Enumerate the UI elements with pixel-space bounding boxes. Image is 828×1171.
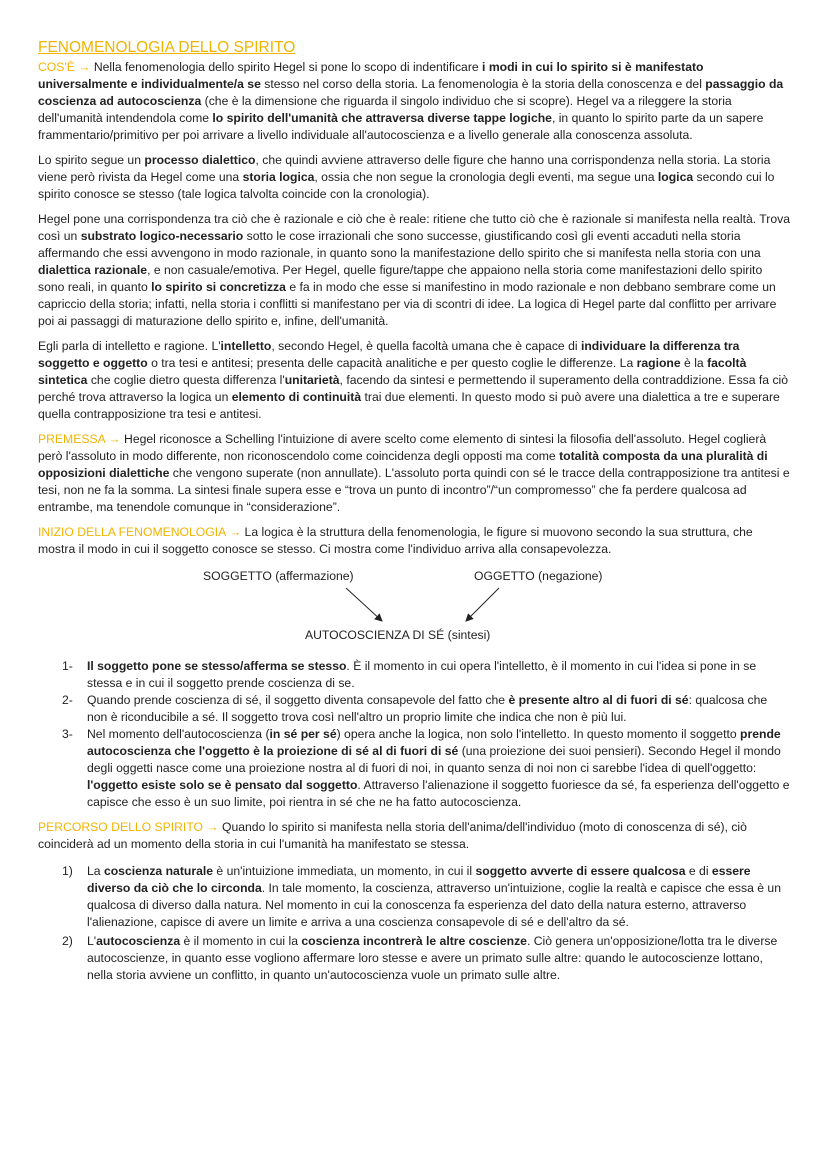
section-label: PERCORSO DELLO SPIRITO → [38, 820, 219, 834]
list-percorso [38, 863, 790, 984]
document-page [38, 38, 790, 992]
paragraph-cos-e: COS'È → Nella fenomenologia dello spirito Hegel si pone lo scopo di indentificare i modi in cui lo spirito si è manifestato universalmente e individualmente/a se stesso nel corso della storia. La fenomenologia è la storia della conoscenza e del passaggio da coscienza ad autocoscienza (che è la dimensione che riguarda il singolo individuo che si scopre). Hegel va a rileggere la storia dell'umanità intendendola come lo spirito dell'umanità che attraversa diverse tappe logiche, in quanto lo spirito parte da un sapere frammentario/primitivo per poi arrivare a livello individuale all'autocoscienza e a livello generale alla conoscenza assoluta. [38, 60, 784, 142]
paragraph-razionale-reale: Hegel pone una corrispondenza tra ciò che è razionale e ciò che è reale: ritiene che tutto ciò che è razionale si manifesta nella realtà. Trova così un substrato logico-necessario sotto le cose irrazionali che sono successe, giustificando così gli eventi accaduti nella storia affermando che essi avvengono in modo razionale, in quanto sono la manifestazione dello spirito che si manifesta nella storia con una dialettica razionale, e non casuale/emotiva. Per Hegel, quelle figure/tappe che appaiono nella storia come manifestazioni dello spirito sono reali, in quanto lo spirito si concretizza e fa in modo che esse si manifestino in modo razionale e non debbano sembrare come un capriccio della storia; infatti, nella storia i conflitti si manifestano per via di scontri di idee. La logica di Hegel parte dal conflitto per arrivare poi ai passaggi di maturazione dello spirito e, infine, dell'umanità. [38, 212, 791, 328]
section-label: COS'È → [38, 60, 91, 74]
paragraph-intelletto-ragione: Egli parla di intelletto e ragione. L'intelletto, secondo Hegel, è quella facoltà umana che è capace di individuare la differenza tra soggetto e oggetto o tra tesi e antitesi; presenta delle capacità analitiche e per questo coglie le differenze. La ragione è la facoltà sintetica che coglie dietro questa differenza l'unitarietà, facendo da sintesi e permettendo il superamento della contraddizione. Essa fa ciò perché trova attraverso la logica un elemento di continuità trai due elementi. In questo modo si può avere una dialettica a tre e superare quella contrapposizione tra tesi e antitesi. [38, 339, 789, 421]
diagram-soggetto: SOGGETTO (affermazione) [203, 569, 354, 583]
page-title: FENOMENOLOGIA DELLO SPIRITO [38, 39, 296, 56]
section-label: INIZIO DELLA FENOMENOLOGIA → [38, 525, 242, 539]
diagram-oggetto: OGGETTO (negazione) [474, 569, 603, 583]
list-item: 1- Il soggetto pone se stesso/afferma se stesso. È il momento in cui opera l'intelletto, è il momento in cui l'idea si pone in se stessa e in cui il soggetto prende coscienza di se. [62, 659, 757, 690]
arrow-right-icon [466, 588, 499, 621]
list-item: 1) La coscienza naturale è un'intuizione immediata, un momento, in cui il soggetto avverte di essere qualcosa e di essere diverso da ciò che lo circonda. In tale momento, la coscienza, attraverso un'intuizione, coglie la realtà e capisce che essa è un qualcosa di diverso dalla natura. Nel momento in cui la conoscenza fa esperienza del dato della natura esterno, attraverso l'alienazione, capisce di avere un limite e arriva a una coscienza consapevole di sé e dell'altro da sé. [62, 864, 781, 929]
list-item: 2) L'autocoscienza è il momento in cui la coscienza incontrerà le altre coscienze. Ciò genera un'opposizione/lotta tra le diverse autocoscienze, in quanto esse vogliono affermare loro stesse e avere un primato sulle altre: quando le autocoscienze lottano, nella storia avviene un conflitto, in quanto un'autocoscienza vuole un primato sulle altre. [62, 934, 778, 982]
list-momenti [38, 658, 790, 811]
section-label: PREMESSA → [38, 432, 121, 446]
diagram-autocoscienza: AUTOCOSCIENZA DI SÉ (sintesi) [305, 628, 491, 642]
list-item: 3- Nel momento dell'autocoscienza (in sé per sé) opera anche la logica, non solo l'intelletto. In questo momento il soggetto prende autocoscienza che l'oggetto è la proiezione di sé al di fuori di sé (una proiezione dei suoi pensieri). Secondo Hegel il mondo degli oggetti nasce come una proiezione nostra al di fuori di noi, in quanto senza di noi non ci sarebbe l'idea di quell'oggetto: l'oggetto esiste solo se è pensato dal soggetto. Attraverso l'alienazione il soggetto fuoriesce da sé, fa esperienza dell'oggetto e capisce che esso è un suo limite, poi rientra in sé che ne ha fatto autocoscienza. [62, 727, 790, 809]
list-item: 2- Quando prende coscienza di sé, il soggetto diventa consapevole del fatto che è presente altro al di fuori di sé: qualcosa che non è riconducibile a sé. Il soggetto trova così nell'altro un proprio limite che indica che non è più lui. [62, 693, 768, 724]
paragraph-inizio-fenomenologia: INIZIO DELLA FENOMENOLOGIA → La logica è la struttura della fenomenologia, le figure si muovono secondo la sua struttura, che mostra il modo in cui il soggetto conosce se stesso. Ci mostra come l'individuo arriva alla consapevolezza. [38, 525, 753, 556]
arrow-left-icon [346, 588, 382, 621]
paragraph-percorso-spirito: PERCORSO DELLO SPIRITO → Quando lo spirito si manifesta nella storia dell'anima/dell'individuo (moto di conoscenza di sé), ciò coinciderà ad un momento della storia in cui l'umanità ha manifestato se stessa. [38, 820, 747, 851]
paragraph-premessa: PREMESSA → Hegel riconosce a Schelling l'intuizione di avere scelto come elemento di sintesi la filosofia dell'assoluto. Hegel coglierà però l'assoluto in modo differente, non riconoscendolo come coincidenza degli opposti ma come totalità composta da una pluralità di opposizioni dialettiche che vengono superate (non annullate). L'assoluto porta quindi con sé le tracce della contrapposizione tra antitesi e tesi, non ne fa la somma. La sintesi finale supera esse e “trova un punto di incontro”/“un compromesso” che fa perdere qualcosa ad entrambe, ma tenendole comunque in “considerazione”. [38, 432, 790, 514]
paragraph-processo-dialettico: Lo spirito segue un processo dialettico, che quindi avviene attraverso delle figure che hanno una corrispondenza nella storia. La storia viene però rivista da Hegel come una storia logica, ossia che non segue la cronologia degli eventi, ma segue una logica secondo cui lo spirito conosce se stesso (tale logica talvolta coincide con la cronologia). [38, 153, 775, 201]
dialectic-diagram [38, 560, 790, 652]
